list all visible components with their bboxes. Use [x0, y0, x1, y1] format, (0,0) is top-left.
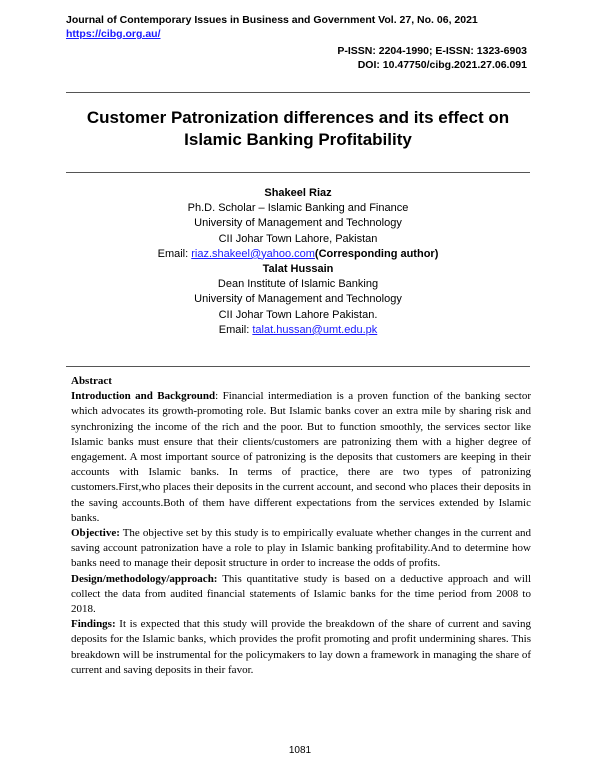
journal-header	[66, 13, 536, 41]
author-2-email-line	[66, 323, 530, 338]
paper-title-line-1: Customer Patronization differences and its effect on	[86, 108, 510, 127]
abstract-section	[71, 374, 531, 678]
abstract-introduction	[71, 389, 531, 526]
title-top-divider	[66, 92, 530, 93]
introduction-label: Introduction and Background	[71, 390, 216, 403]
findings-label: Findings:	[71, 618, 116, 631]
objective-text: The objective set by this study is to empirically evaluate whether changes in the current and saving account patronization have a role to play in Islamic banking profitability.And to determine how banks need to manage their deposit structure in order to increase the odds of profits.	[71, 527, 531, 570]
corresponding-author-note: (Corresponding author)	[314, 247, 439, 260]
design-text: This quantitative study is based on a deductive approach and will collect the data from audited financial statements of Islamic banks for the time period from 2008 to 2018.	[71, 572, 531, 616]
doi-text: DOI: 10.47750/cibg.2021.27.06.091	[357, 59, 527, 71]
author-2-role: Dean Institute of Islamic Banking	[217, 278, 379, 291]
title-bottom-divider	[66, 172, 530, 173]
objective-label: Objective:	[71, 527, 120, 540]
author-1-university: University of Management and Technology	[194, 217, 402, 230]
findings-text: It is expected that this study will provide the breakdown of the share of current and saving deposits for the Islamic banks, which provides the profit promoting and profit undermining shares. This breakdown will be instrumental for the policymakers to lay down a framework in managing the share of current and saving deposits in their favor.	[71, 618, 531, 676]
issn-text: P-ISSN: 2204-1990; E-ISSN: 1323-6903	[337, 45, 527, 57]
author-1-email-label: Email:	[157, 247, 192, 260]
abstract-divider	[66, 366, 530, 367]
author-2-name: Talat Hussain	[262, 263, 334, 276]
author-2-email-link[interactable]: talat.hussan@umt.edu.pk	[252, 323, 378, 336]
paper-title	[66, 107, 530, 151]
author-1-email-link[interactable]: riaz.shakeel@yahoo.com	[191, 247, 315, 260]
issn-block	[337, 44, 527, 72]
author-2-address: CII Johar Town Lahore Pakistan.	[218, 308, 378, 321]
abstract-design	[71, 572, 531, 618]
author-2-university: University of Management and Technology	[194, 293, 402, 306]
introduction-text: : Financial intermediation is a proven function of the banking sector which advocates its growth-promoting role. But Islamic banks cover an extra mile by sharing risk and synchronizing the income of the rich and the poor. But to function smoothly, the services sector like Islamic banks must ensure that their clients/customers are patronizing them with a higher degree of engagement. A most important source of patronizing is the deposits that customers are keeping in their accounts with Islamic banks. In terms of practice, there are two types of patronizing customers.First,who places their deposits in the current account, and second who places their deposits in the saving accounts.Both of them have different expectations from the services extended by Islamic banks.	[71, 390, 531, 524]
journal-url-link[interactable]: https://cibg.org.au/	[66, 28, 161, 40]
authors-block	[66, 186, 530, 338]
abstract-objective	[71, 526, 531, 572]
author-1-email-line	[66, 247, 530, 262]
abstract-findings	[71, 617, 531, 678]
abstract-heading: Abstract	[71, 375, 112, 387]
author-2-email-label: Email:	[218, 323, 253, 336]
author-1-role: Ph.D. Scholar – Islamic Banking and Finance	[187, 202, 409, 215]
paper-title-line-2: Islamic Banking Profitability	[184, 130, 412, 149]
page-number: 1081	[288, 745, 312, 756]
author-1-name: Shakeel Riaz	[264, 187, 332, 199]
design-label: Design/methodology/approach:	[71, 572, 218, 585]
author-1-address: CII Johar Town Lahore, Pakistan	[218, 232, 378, 245]
journal-title: Journal of Contemporary Issues in Business and Government Vol. 27, No. 06, 2021	[66, 14, 478, 26]
